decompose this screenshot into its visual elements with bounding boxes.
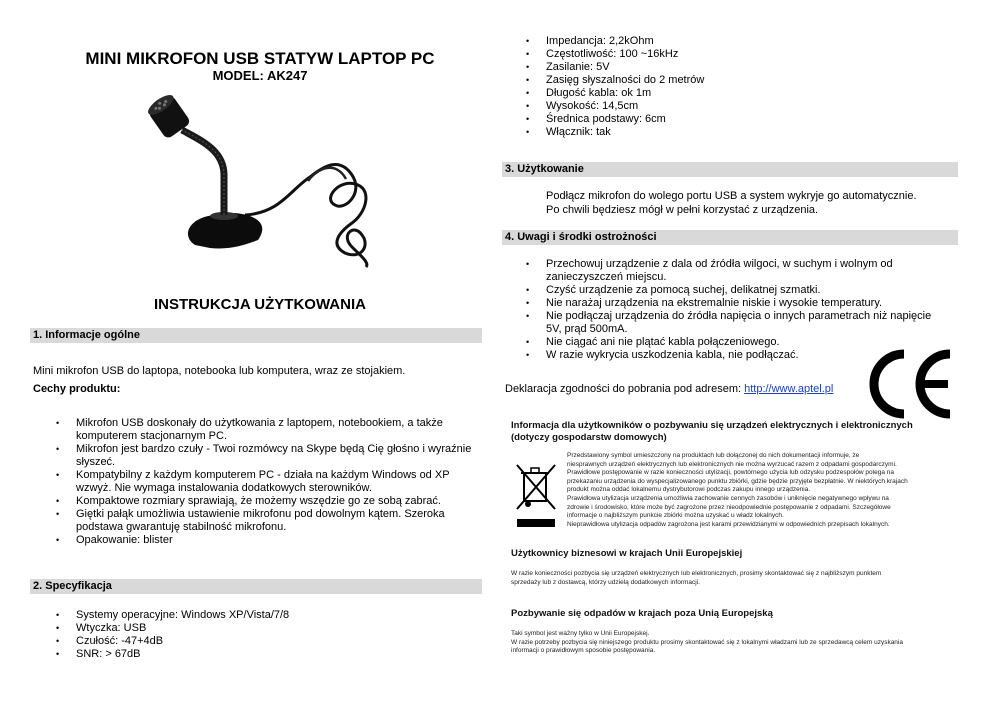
section-2-header: 2. Specyfikacja <box>30 579 482 594</box>
declaration-text: Deklaracja zgodności do pobrania pod adresem: <box>505 383 745 395</box>
model-label: MODEL: AK247 <box>212 68 308 83</box>
weee-outside-body: Taki symbol jest ważny tylko w Unii Europejskej. W razie potrzeby pozbycia się niniejszego produktu prosimy skontaktować się z lokalnymi władzami lub ze sprzedawcą celem uzyskania informacji o prawidłowym sposobie postępowania. <box>511 630 903 655</box>
list-item: • Czułość: -47+4dB <box>76 635 476 648</box>
spec-list-right <box>546 35 946 139</box>
general-intro: Mini mikrofon USB do laptopa, notebooka lub komputera, wraz ze stojakiem. <box>33 365 406 377</box>
section-3-header: 3. Użytkowanie <box>502 162 958 177</box>
usage-text-line1: Podłącz mikrofon do wolego portu USB a system wykryje go automatycznie. <box>546 190 917 202</box>
usage-text-line2: Po chwili będziesz mógł w pełni korzystać z urządzenia. <box>546 204 819 216</box>
list-item: • Mikrofon jest bardzo czuły - Twoi rozmówcy na Skype będą Cię głośno i wyraźnie słyszeć. <box>76 443 476 469</box>
list-item: • Systemy operacyjne: Windows XP/Vista/7/8 <box>76 609 476 622</box>
section-4-header: 4. Uwagi i środki ostrożności <box>502 230 958 245</box>
list-item: • Nie ciągać ani nie plątać kabla połączeniowego. <box>546 336 936 349</box>
list-item: • Włącznik: tak <box>546 126 946 139</box>
spec-list-left <box>76 609 476 661</box>
list-item: • Długość kabla: ok 1m <box>546 87 946 100</box>
document-title: MINI MIKROFON USB STATYW LAPTOP PC <box>85 49 435 68</box>
list-item: • Średnica podstawy: 6cm <box>546 113 946 126</box>
list-item: • Zasięg słyszalności do 2 metrów <box>546 74 946 87</box>
features-list <box>76 417 476 547</box>
list-item: • Opakowanie: blister <box>76 534 476 547</box>
crossed-bin-icon <box>515 463 557 529</box>
list-item: • Częstotliwość: 100 ~16kHz <box>546 48 946 61</box>
list-item: • Nie podłączaj urządzenia do źródła napięcia o innych parametrach niż napięcie 5V, prąd 500mA. <box>546 310 936 336</box>
declaration-link[interactable]: http://www.aptel.pl <box>744 383 834 395</box>
list-item: • SNR: > 67dB <box>76 648 476 661</box>
list-item: • Kompaktowe rozmiary sprawiają, że możemy wszędzie go ze sobą zabrać. <box>76 495 476 508</box>
instructions-title: INSTRUKCJA UŻYTKOWANIA <box>154 296 366 313</box>
list-item: • Nie narażaj urządzenia na ekstremalnie niskie i wysokie temperatury. <box>546 297 936 310</box>
weee-business-body: W razie konieczności pozbycia się urządzeń elektrycznych lub elektronicznych, prosimy skontaktować się z najbliższym punktem sprzedaży lub z dostawcą, którzy udzielą dodatkowych informacji. <box>511 570 882 586</box>
list-item: • Przechowuj urządzenie z dala od źródła wilgoci, w suchym i wolnym od zanieczyszczeń miejscu. <box>546 258 936 284</box>
features-label: Cechy produktu: <box>33 383 121 395</box>
weee-heading: Informacja dla użytkowników o pozbywaniu się urządzeń elektrycznych i elektronicznych (dotyczy gospodarstw domowych) <box>511 420 913 443</box>
list-item: • Czyść urządzenie za pomocą suchej, delikatnej szmatki. <box>546 284 936 297</box>
list-item: • W razie wykrycia uszkodzenia kabla, nie podłączać. <box>546 349 936 362</box>
list-item: • Zasilanie: 5V <box>546 61 946 74</box>
ce-mark-icon <box>864 346 956 422</box>
list-item: • Kompatybilny z każdym komputerem PC - działa na każdym Windows od XP wzwyż. Nie wymaga instalowania dodatkowych sterowników. <box>76 469 476 495</box>
section-1-header: 1. Informacje ogólne <box>30 328 482 343</box>
declaration <box>505 383 833 396</box>
weee-outside-heading: Pozbywanie się odpadów w krajach poza Unią Europejską <box>511 608 773 619</box>
weee-business-heading: Użytkownicy biznesowi w krajach Unii Europejskiej <box>511 548 743 559</box>
microphone-photo <box>140 95 385 270</box>
weee-body: Przedstawiony symbol umieszczony na produktach lub dołączonej do nich dokumentacji informuje, że niesprawnych urządzeń elektrycznych lub elektronicznych nie można wyrzucać razem z odpadami gospodarczymi. Prawidłowe postępowanie w razie konieczności utylizacji, powtórnego użycia lub odzysku podzespołów polega na przekazaniu urządzenia do wyspecjalizowanego punktu zbiórki, gdzie będzie przyjęte bezpłatnie. W niektórych krajach produkt można oddać lokalnemu dystrybutorowi podczas zakupu innego urządzenia. Prawidłowa utylizacja urządzenia umożliwia zachowanie cennych zasobów i uniknięcie negatywnego wpływu na zdrowie i środowisko, które może być zagrożone przez nieodpowiednie postępowanie z odpadami. Szczegółowe informacje o najbliższym punkcie zbiórki można uzyskać u władz lokalnych. Nieprawidłowa utylizacja odpadów zagrożona jest karami przewidzianymi w odpowiednich przepisach lokalnych. <box>567 452 908 528</box>
list-item: • Giętki pałąk umożliwia ustawienie mikrofonu pod dowolnym kątem. Szeroka podstawa gwarantuję stabilność mikrofonu. <box>76 508 476 534</box>
list-item: • Wtyczka: USB <box>76 622 476 635</box>
list-item: • Mikrofon USB doskonały do użytkowania z laptopem, notebookiem, a także komputerem stacjonarnym PC. <box>76 417 476 443</box>
list-item: • Wysokość: 14,5cm <box>546 100 946 113</box>
list-item: • Impedancja: 2,2kOhm <box>546 35 946 48</box>
